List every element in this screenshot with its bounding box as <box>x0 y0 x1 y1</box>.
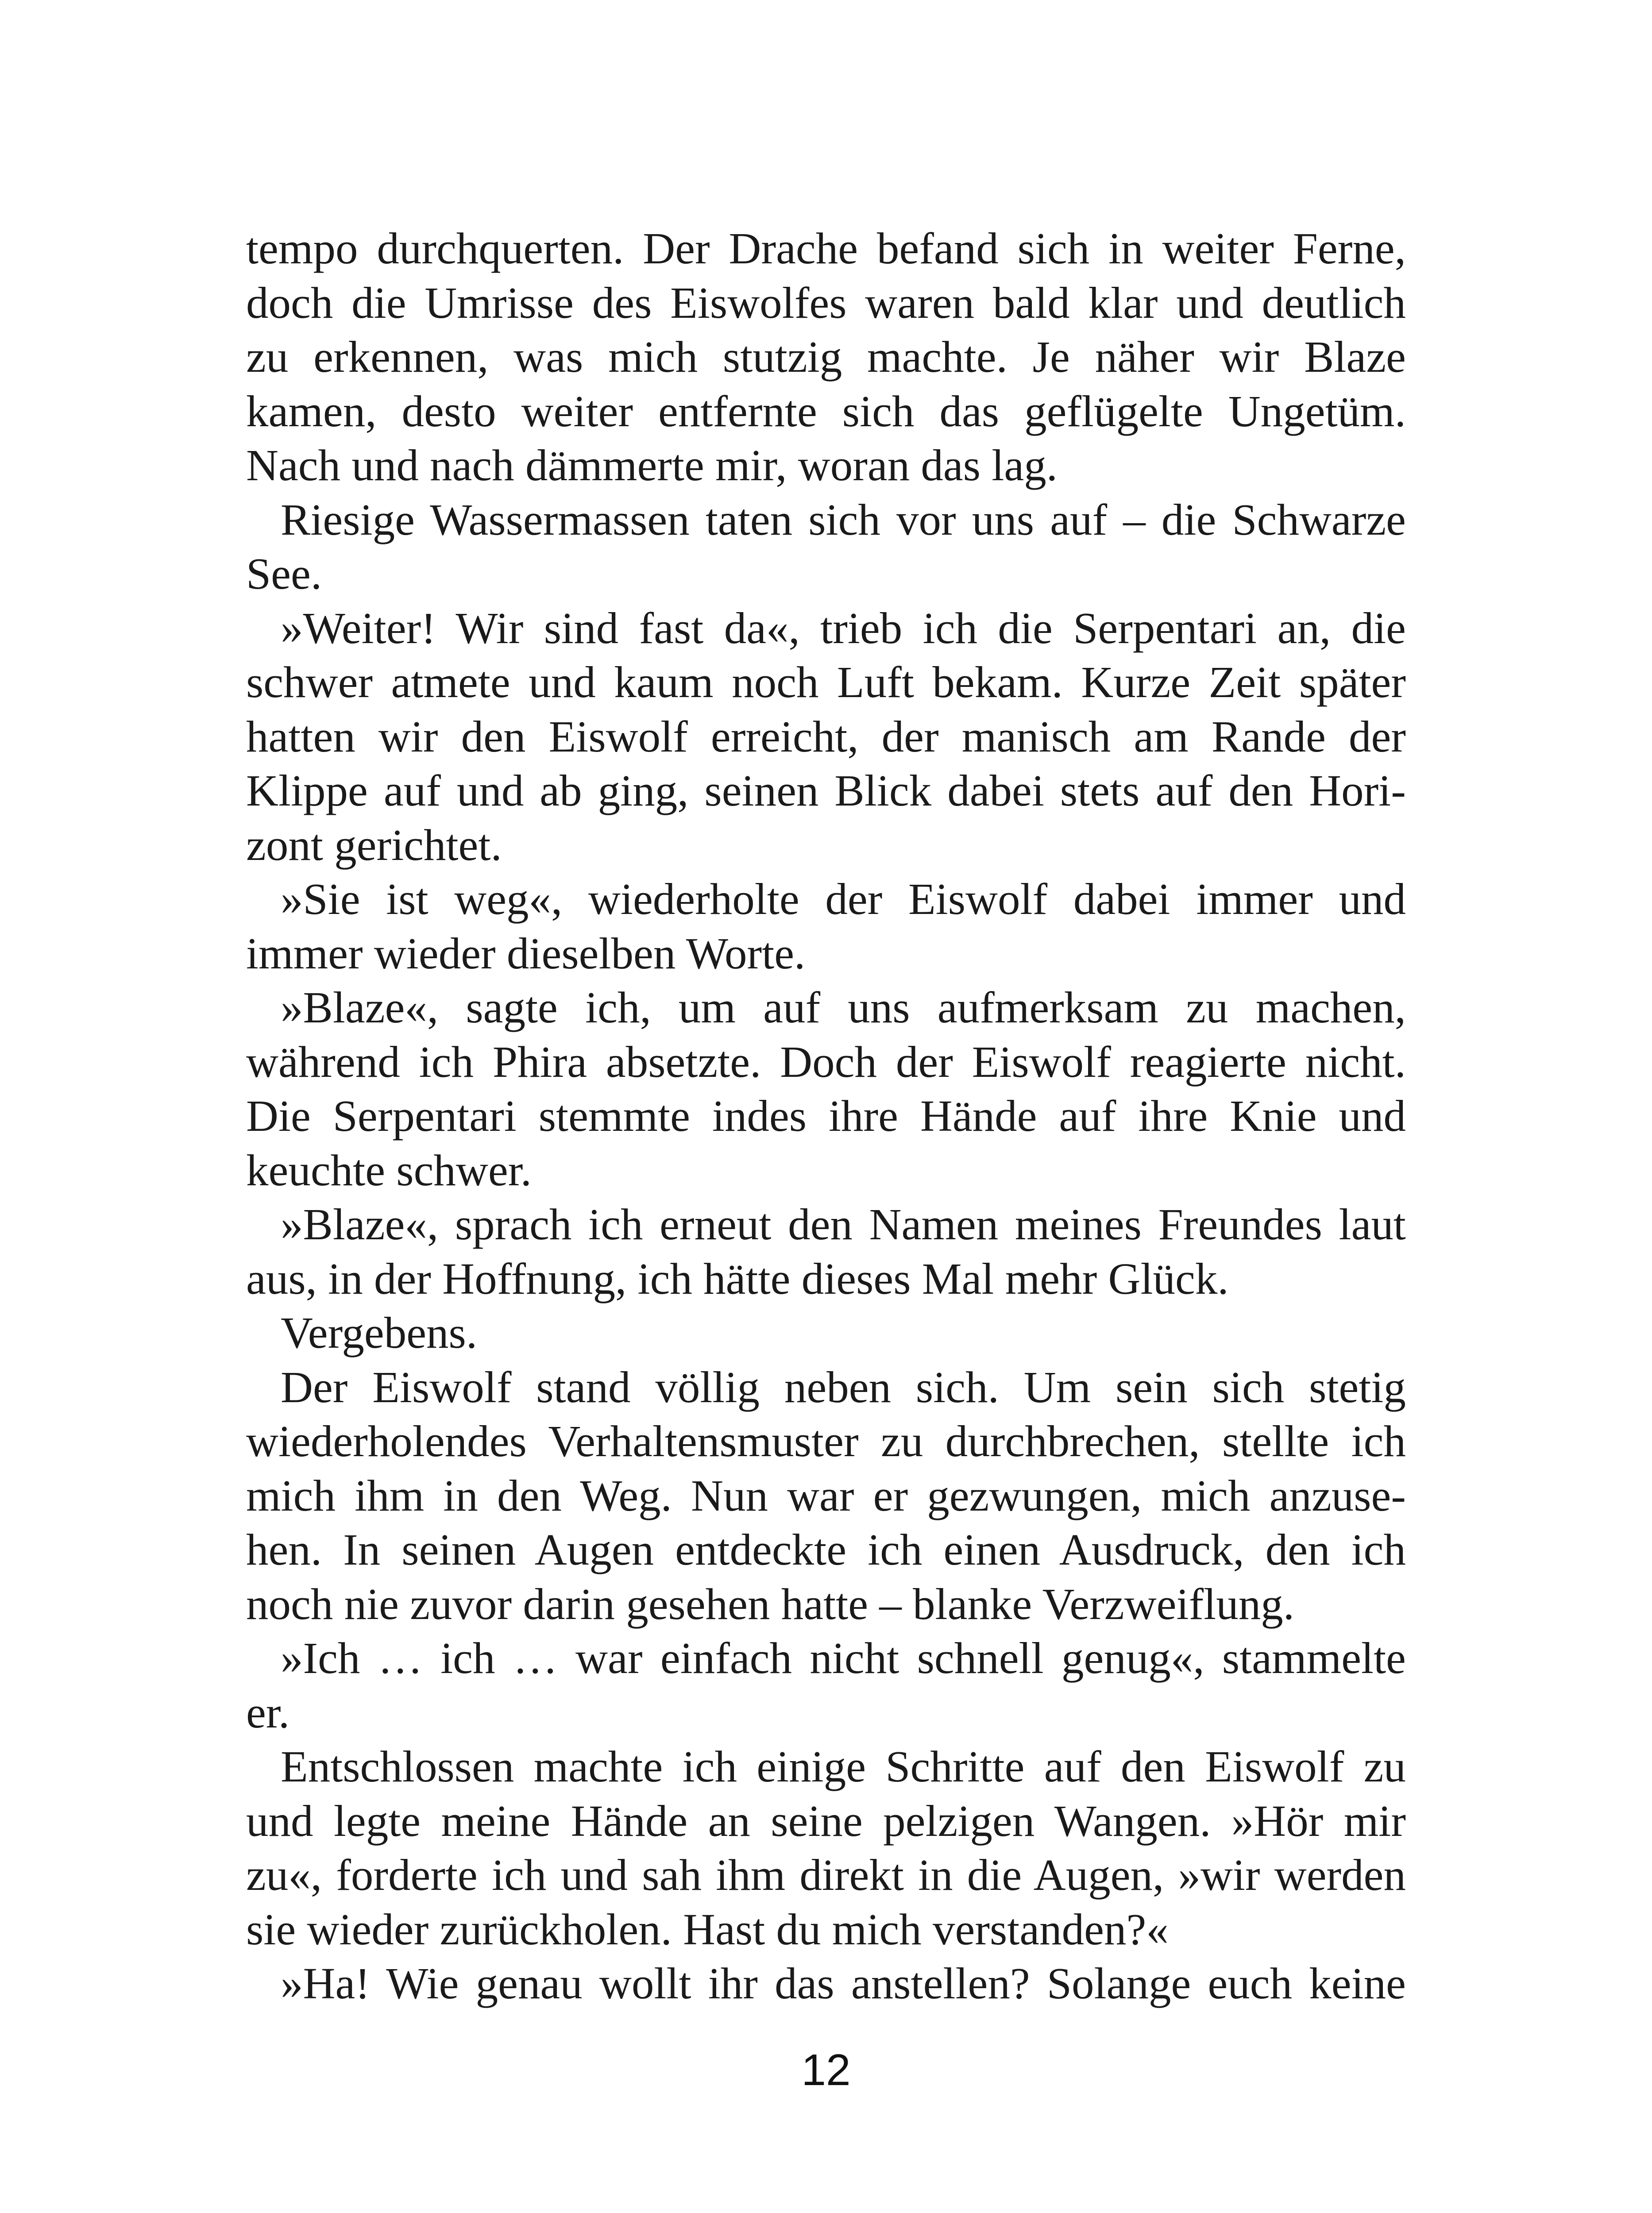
text-line: »Sie ist weg«, wiederholte der Eiswolf dabei immer und <box>281 874 1406 924</box>
text-line: hatten wir den Eiswolf erreicht, der manisch am Rande der <box>246 711 1406 761</box>
text-line: keuchte schwer. <box>246 1145 532 1195</box>
text-line: wiederholendes Verhaltensmuster zu durchbrechen, stellte ich <box>246 1416 1406 1466</box>
text-line: zont gerichtet. <box>246 820 502 870</box>
text-line: kamen, desto weiter entfernte sich das geflügelte Ungetüm. <box>246 386 1406 436</box>
text-line: mich ihm in den Weg. Nun war er gezwungen, mich anzuse- <box>246 1470 1406 1520</box>
page-number: 12 <box>801 2045 851 2095</box>
text-line: schwer atmete und kaum noch Luft bekam. Kurze Zeit später <box>246 657 1406 707</box>
text-line: Der Eiswolf stand völlig neben sich. Um sein sich stetig <box>281 1362 1406 1412</box>
text-line: »Blaze«, sprach ich erneut den Namen meines Freundes laut <box>281 1199 1406 1249</box>
text-line: sie wieder zurückholen. Hast du mich verstanden?« <box>246 1904 1169 1954</box>
text-line: Entschlossen machte ich einige Schritte auf den Eiswolf zu <box>281 1742 1406 1791</box>
text-line: hen. In seinen Augen entdeckte ich einen Ausdruck, den ich <box>246 1525 1406 1574</box>
text-line: zu erkennen, was mich stutzig machte. Je näher wir Blaze <box>246 332 1406 382</box>
text-line: »Weiter! Wir sind fast da«, trieb ich die Serpentari an, die <box>281 603 1406 653</box>
text-line: Klippe auf und ab ging, seinen Blick dabei stets auf den Hori- <box>246 766 1406 815</box>
text-line: er. <box>246 1687 290 1737</box>
text-line: und legte meine Hände an seine pelzigen Wangen. »Hör mir <box>246 1796 1406 1846</box>
text-line: doch die Umrisse des Eiswolfes waren bald klar und deutlich <box>246 278 1406 328</box>
body-text <box>246 221 1406 2011</box>
text-line: Riesige Wassermassen taten sich vor uns auf – die Schwarze <box>281 494 1406 544</box>
text-line: »Ha! Wie genau wollt ihr das anstellen? Solange euch keine <box>281 1959 1406 2008</box>
text-line: Die Serpentari stemmte indes ihre Hände auf ihre Knie und <box>246 1091 1406 1141</box>
text-line: »Blaze«, sagte ich, um auf uns aufmerksam zu machen, <box>281 983 1406 1032</box>
text-line: tempo durchquerten. Der Drache befand sich in weiter Ferne, <box>246 224 1406 273</box>
text-line: noch nie zuvor darin gesehen hatte – blanke Verzweiflung. <box>246 1579 1294 1629</box>
text-line: immer wieder dieselben Worte. <box>246 928 806 978</box>
text-line: See. <box>246 549 322 598</box>
text-line: während ich Phira absetzte. Doch der Eiswolf reagierte nicht. <box>246 1037 1406 1087</box>
text-line: Vergebens. <box>281 1308 478 1357</box>
text-line: aus, in der Hoffnung, ich hätte dieses Mal mehr Glück. <box>246 1253 1229 1303</box>
text-line: »Ich … ich … war einfach nicht schnell genug«, stammelte <box>281 1633 1406 1683</box>
text-line: zu«, forderte ich und sah ihm direkt in die Augen, »wir werden <box>246 1850 1406 1900</box>
text-line: Nach und nach dämmerte mir, woran das lag. <box>246 440 1058 490</box>
